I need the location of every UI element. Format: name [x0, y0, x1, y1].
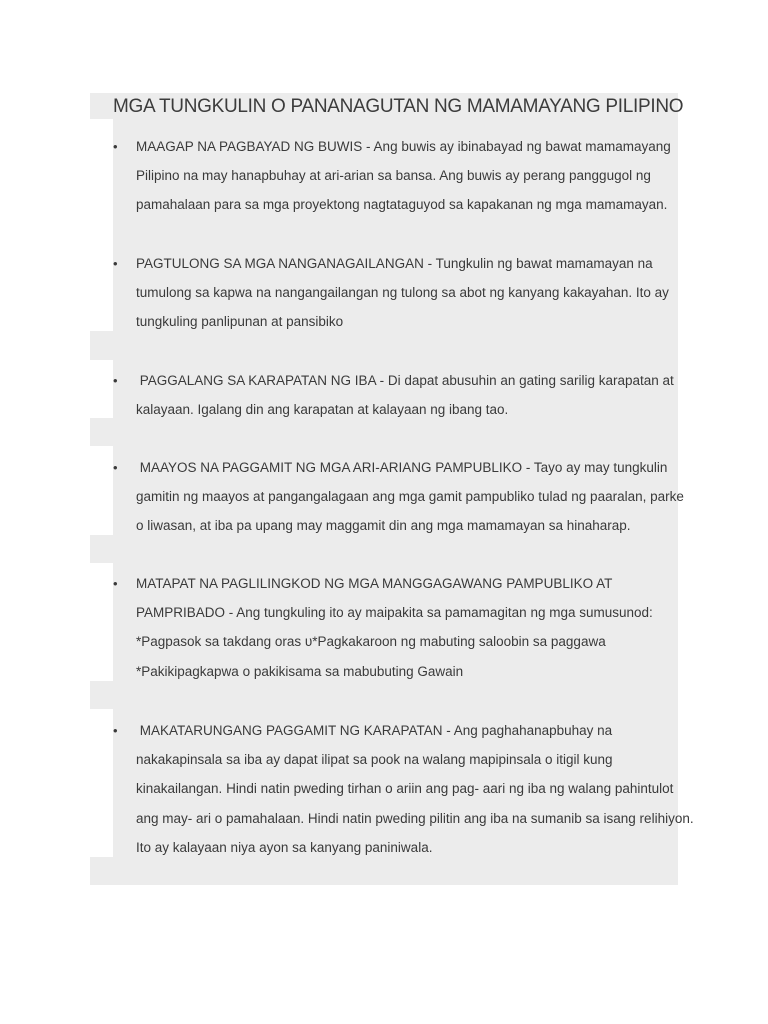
list-item — [113, 569, 665, 686]
list-item-text — [136, 132, 671, 220]
text-line: tumulong sa kapwa na nangangailangan ng tulong sa abot ng kanyang kakayahan. Ito ay — [136, 285, 669, 301]
bullet-icon: • — [113, 460, 118, 475]
bullet-icon: • — [113, 576, 118, 591]
text-line: pamahalaan para sa mga proyektong nagtataguyod sa kapakanan ng mga mamamayan. — [136, 197, 668, 213]
text-line: kalayaan. Igalang din ang karapatan at kalayaan ng ibang tao. — [136, 402, 509, 418]
text-line: o liwasan, at iba pa upang may maggamit din ang mga mamamayan sa hinaharap. — [136, 518, 631, 534]
text-line: PAGGALANG SA KARAPATAN NG IBA - Di dapat abusuhin an gating sarilig karapatan at — [136, 373, 674, 388]
document-title: MGA TUNGKULIN O PANANAGUTAN NG MAMAMAYANG PILIPINO — [113, 96, 684, 117]
list-item-text — [136, 249, 669, 337]
text-line: PAGTULONG SA MGA NANGANAGAILANGAN - Tungkulin ng bawat mamamayan na — [136, 256, 653, 271]
text-line: MATAPAT NA PAGLILINGKOD NG MGA MANGGAGAWANG PAMPUBLIKO AT — [136, 576, 613, 591]
list-item — [113, 366, 674, 424]
text-line: Pilipino na may hanapbuhay at ari-arian sa bansa. Ang buwis ay perang panggugol ng — [136, 168, 651, 184]
text-line: gamitin ng maayos at pangangalagaan ang mga gamit pampubliko tulad ng paaralan, parke — [136, 489, 684, 505]
text-line: MAAYOS NA PAGGAMIT NG MGA ARI-ARIANG PAMPUBLIKO - Tayo ay may tungkulin — [136, 460, 668, 475]
bullet-icon: • — [113, 373, 118, 388]
text-line: PAMPRIBADO - Ang tungkuling ito ay maipakita sa pamamagitan ng mga sumusunod: — [136, 605, 653, 621]
list-item — [113, 249, 669, 337]
text-line: kinakailangan. Hindi natin pweding tirhan o ariin ang pag- aari ng iba ng walang pahintulot — [136, 781, 674, 797]
text-line: MAKATARUNGANG PAGGAMIT NG KARAPATAN - Ang paghahanapbuhay na — [136, 723, 613, 738]
text-line: nakakapinsala sa iba ay dapat ilipat sa pook na walang mapipinsala o itigil kung — [136, 752, 613, 768]
text-line: MAAGAP NA PAGBAYAD NG BUWIS - Ang buwis ay ibinabayad ng bawat mamamayang — [136, 139, 671, 154]
text-line: Ito ay kalayaan niya ayon sa kanyang paniniwala. — [136, 839, 433, 855]
text-line: ang may- ari o pamahalaan. Hindi natin pweding pilitin ang iba na sumanib sa isang relihiyon. — [136, 810, 694, 826]
list-item — [113, 132, 671, 220]
list-item-text — [136, 716, 694, 862]
text-line: *Pakikipagkapwa o pakikisama sa mabubuting Gawain — [136, 663, 464, 679]
list-item — [113, 716, 694, 862]
list-item-text — [136, 366, 674, 424]
bullet-icon: • — [113, 723, 118, 738]
text-line: *Pagpasok sa takdang oras υ*Pagkakaroon ng mabuting saloobin sa paggawa — [136, 634, 606, 650]
list-item-text — [136, 569, 665, 686]
list-item — [113, 453, 684, 541]
text-line: tungkuling panlipunan at pansibiko — [136, 314, 344, 330]
bullet-icon: • — [113, 139, 118, 154]
bullet-icon: • — [113, 256, 118, 271]
list-item-text — [136, 453, 684, 541]
